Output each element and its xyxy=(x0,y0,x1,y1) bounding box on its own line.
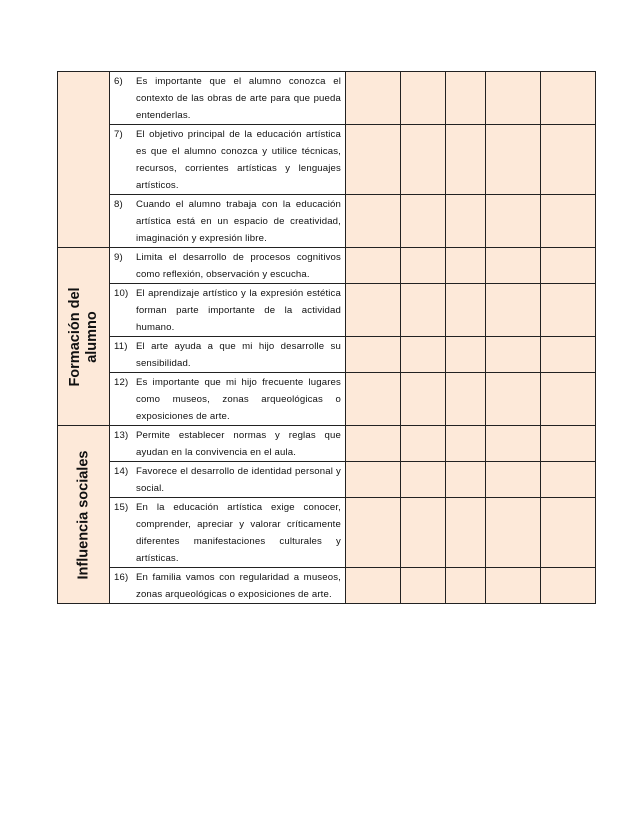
statement-number: 7) xyxy=(114,129,123,140)
statement-number: 13) xyxy=(114,430,129,441)
table-row xyxy=(58,284,596,337)
statement-text: Es importante que mi hijo frecuente lugares como museos, zonas arqueológicas o exposiciones de arte. xyxy=(136,377,341,422)
response-cell[interactable] xyxy=(401,462,446,498)
statement-number: 15) xyxy=(114,502,129,513)
response-cell[interactable] xyxy=(446,195,486,248)
statement-number: 10) xyxy=(114,288,129,299)
response-cell[interactable] xyxy=(541,125,596,195)
response-cell[interactable] xyxy=(446,568,486,604)
response-cell[interactable] xyxy=(401,248,446,284)
statement-text: En la educación artística exige conocer, comprender, apreciar y valorar críticamente diferentes manifestaciones culturales y artísticas. xyxy=(136,502,341,564)
statement-number: 11) xyxy=(114,341,128,352)
response-cell[interactable] xyxy=(486,284,541,337)
survey-table xyxy=(57,71,596,604)
statement-cell xyxy=(110,284,346,337)
response-cell[interactable] xyxy=(346,337,401,373)
table-row xyxy=(58,373,596,426)
response-cell[interactable] xyxy=(401,125,446,195)
section-cell-influencia xyxy=(58,426,110,604)
response-cell[interactable] xyxy=(401,568,446,604)
response-cell[interactable] xyxy=(541,72,596,125)
section-label-line: Influencia sociales xyxy=(75,450,91,579)
response-cell[interactable] xyxy=(486,568,541,604)
statement-number: 14) xyxy=(114,466,129,477)
response-cell[interactable] xyxy=(486,337,541,373)
table-row xyxy=(58,498,596,568)
response-cell[interactable] xyxy=(446,248,486,284)
response-cell[interactable] xyxy=(401,498,446,568)
section-label-clip xyxy=(58,248,109,425)
statement-text: Favorece el desarrollo de identidad personal y social. xyxy=(136,466,341,494)
statement-text: El aprendizaje artístico y la expresión estética forman parte importante de la actividad humano. xyxy=(136,288,341,333)
response-cell[interactable] xyxy=(446,337,486,373)
response-cell[interactable] xyxy=(401,426,446,462)
response-cell[interactable] xyxy=(486,462,541,498)
table-row xyxy=(58,337,596,373)
statement-text: Es importante que el alumno conozca el contexto de las obras de arte para que pueda entenderlas. xyxy=(136,76,341,121)
response-cell[interactable] xyxy=(446,498,486,568)
response-cell[interactable] xyxy=(446,72,486,125)
response-cell[interactable] xyxy=(486,72,541,125)
response-cell[interactable] xyxy=(346,373,401,426)
table-row xyxy=(58,72,596,125)
response-cell[interactable] xyxy=(541,426,596,462)
response-cell[interactable] xyxy=(446,125,486,195)
table-row xyxy=(58,248,596,284)
response-cell[interactable] xyxy=(541,337,596,373)
response-cell[interactable] xyxy=(346,125,401,195)
response-cell[interactable] xyxy=(401,72,446,125)
statement-cell xyxy=(110,426,346,462)
response-cell[interactable] xyxy=(446,426,486,462)
response-cell[interactable] xyxy=(486,248,541,284)
statement-cell xyxy=(110,72,346,125)
response-cell[interactable] xyxy=(486,373,541,426)
response-cell[interactable] xyxy=(541,568,596,604)
statement-number: 8) xyxy=(114,199,123,210)
response-cell[interactable] xyxy=(486,125,541,195)
section-label-clip xyxy=(58,426,109,603)
response-cell[interactable] xyxy=(346,568,401,604)
response-cell[interactable] xyxy=(446,284,486,337)
statement-number: 16) xyxy=(114,572,129,583)
response-cell[interactable] xyxy=(446,373,486,426)
statement-cell xyxy=(110,373,346,426)
table-row xyxy=(58,125,596,195)
statement-text: En familia vamos con regularidad a museos, zonas arqueológicas o exposiciones de arte. xyxy=(136,572,341,600)
section-cell-blank xyxy=(58,72,110,248)
statement-cell xyxy=(110,498,346,568)
response-cell[interactable] xyxy=(541,195,596,248)
response-cell[interactable] xyxy=(346,72,401,125)
statement-cell xyxy=(110,125,346,195)
statement-cell xyxy=(110,195,346,248)
statement-text: Limita el desarrollo de procesos cognitivos como reflexión, observación y escucha. xyxy=(136,252,341,280)
response-cell[interactable] xyxy=(446,462,486,498)
statement-number: 6) xyxy=(114,76,123,87)
statement-text: Cuando el alumno trabaja con la educación artística está en un espacio de creatividad, imaginación y expresión libre. xyxy=(136,199,341,244)
section-label-line: Formación del xyxy=(66,286,83,387)
response-cell[interactable] xyxy=(541,284,596,337)
response-cell[interactable] xyxy=(541,498,596,568)
response-cell[interactable] xyxy=(346,195,401,248)
table-row xyxy=(58,568,596,604)
statement-text: El objetivo principal de la educación artística es que el alumno conozca y utilice técnicas, recursos, corrientes artísticas y lenguajes artísticos. xyxy=(136,129,341,191)
response-cell[interactable] xyxy=(401,337,446,373)
table-row xyxy=(58,462,596,498)
response-cell[interactable] xyxy=(401,284,446,337)
statement-cell xyxy=(110,462,346,498)
table-row xyxy=(58,426,596,462)
section-label-formacion xyxy=(67,287,101,386)
statement-text: Permite establecer normas y reglas que ayudan en la convivencia en el aula. xyxy=(136,430,341,458)
response-cell[interactable] xyxy=(401,373,446,426)
table-row xyxy=(58,195,596,248)
statement-text: El arte ayuda a que mi hijo desarrolle su sensibilidad. xyxy=(136,341,341,369)
response-cell[interactable] xyxy=(486,498,541,568)
response-cell[interactable] xyxy=(401,195,446,248)
section-label-influencia xyxy=(75,450,92,579)
section-label-line: alumno xyxy=(83,310,100,363)
statement-cell xyxy=(110,248,346,284)
statement-cell xyxy=(110,568,346,604)
response-cell[interactable] xyxy=(346,462,401,498)
response-cell[interactable] xyxy=(541,462,596,498)
response-cell[interactable] xyxy=(486,195,541,248)
response-cell[interactable] xyxy=(346,284,401,337)
response-cell[interactable] xyxy=(346,426,401,462)
statement-number: 12) xyxy=(114,377,129,388)
statement-number: 9) xyxy=(114,252,123,263)
response-cell[interactable] xyxy=(541,373,596,426)
response-cell[interactable] xyxy=(346,498,401,568)
response-cell[interactable] xyxy=(541,248,596,284)
section-cell-formacion xyxy=(58,248,110,426)
response-cell[interactable] xyxy=(346,248,401,284)
response-cell[interactable] xyxy=(486,426,541,462)
statement-cell xyxy=(110,337,346,373)
